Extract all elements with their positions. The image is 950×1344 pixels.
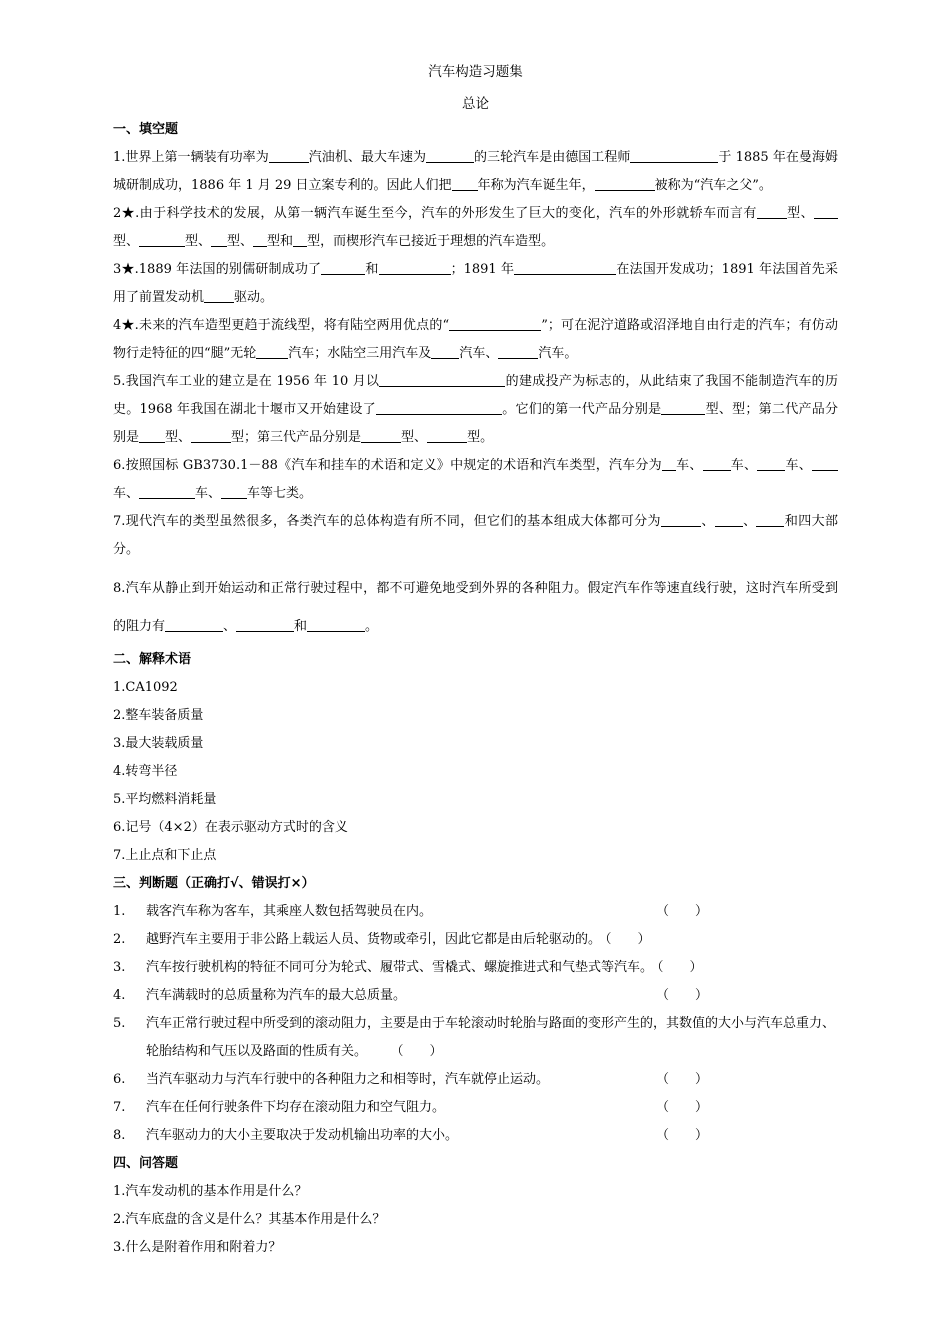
- chapter-title: 总论: [462, 96, 489, 112]
- blank[interactable]: [293, 232, 307, 247]
- fill-question-1: 1.世界上第一辆装有功率为 汽油机、最大车速为 的三轮汽车是由德国工程师 于 1885 年在曼海姆城研制成功，1886 年 1 月 29 日立案专利的。因此人们把 年称为汽车诞生年， 被称为“汽车之父”。: [113, 150, 838, 193]
- blank[interactable]: [269, 148, 309, 163]
- list-item: 3. 汽车按行驶机构的特征不同可分为轮式、履带式、雪橇式、螺旋推进式和气垫式等汽车。 （ ）: [113, 960, 703, 975]
- blank[interactable]: [431, 344, 459, 359]
- section-heading-terms: 二、解释术语: [113, 652, 192, 667]
- blank[interactable]: [139, 232, 185, 247]
- section-heading-judge: 三、判断题（正确打√、错误打×）: [113, 876, 315, 891]
- answer-paren[interactable]: （ ）: [656, 1128, 709, 1143]
- document-page: [113, 62, 838, 1262]
- blank[interactable]: [452, 176, 478, 191]
- list-item: 8. 汽车驱动力的大小主要取决于发动机输出功率的大小。 （ ）: [113, 1122, 838, 1150]
- blank[interactable]: [139, 428, 165, 443]
- answer-paren[interactable]: （ ）: [656, 904, 709, 919]
- section-heading-qa: 四、问答题: [113, 1156, 179, 1171]
- answer-paren[interactable]: （ ）: [605, 932, 651, 947]
- blank[interactable]: [757, 456, 785, 471]
- fill-question-6: 6.按照国标 GB3730.1－88《汽车和挂车的术语和定义》中规定的术语和汽车类型，汽车分为 车、 车、 车、车、 车、 车等七类。: [113, 452, 838, 508]
- blank[interactable]: [514, 260, 616, 275]
- list-item: 5.平均燃料消耗量: [113, 792, 217, 807]
- list-item: 4. 汽车满载时的总质量称为汽车的最大总质量。 （ ）: [113, 982, 838, 1010]
- blank[interactable]: [426, 148, 474, 163]
- blank[interactable]: [812, 456, 838, 471]
- blank[interactable]: [361, 428, 401, 443]
- blank[interactable]: [376, 400, 502, 415]
- fill-question-3: 3★.1889 年法国的别儒研制成功了 和 ；1891 年 在法国开发成功；1891 年法国首先采用了前置发动机 驱动。: [113, 262, 838, 305]
- blank[interactable]: [661, 512, 701, 527]
- list-item: 4.转弯半径: [113, 764, 178, 779]
- list-item: 3.最大装载质量: [113, 736, 204, 751]
- list-item: 6.记号（4×2）在表示驱动方式时的含义: [113, 820, 348, 835]
- blank[interactable]: [661, 400, 705, 415]
- answer-paren[interactable]: （ ）: [656, 1072, 709, 1087]
- blank[interactable]: [204, 288, 234, 303]
- blank[interactable]: [165, 617, 223, 632]
- blank[interactable]: [662, 456, 676, 471]
- list-item: 6. 当汽车驱动力与汽车行驶中的各种阻力之和相等时，汽车就停止运动。 （ ）: [113, 1066, 838, 1094]
- answer-paren[interactable]: （ ）: [657, 960, 703, 975]
- blank[interactable]: [221, 484, 247, 499]
- section-heading-fill: 一、填空题: [113, 122, 179, 137]
- terms-list: [113, 674, 838, 870]
- list-item: 7.上止点和下止点: [113, 848, 217, 863]
- answer-paren[interactable]: （ ）: [397, 1044, 443, 1059]
- blank[interactable]: [757, 204, 787, 219]
- list-item: 2. 越野汽车主要用于非公路上载运人员、货物或牵引，因此它都是由后轮驱动的。 （ ）: [113, 932, 651, 947]
- blank[interactable]: [256, 344, 288, 359]
- blank[interactable]: [307, 617, 365, 632]
- blank[interactable]: [253, 232, 267, 247]
- fill-question-5: 5.我国汽车工业的建立是在 1956 年 10 月以 的建成投产为标志的，从此结束了我国不能制造汽车的历史。1968 年我国在湖北十堰市又开始建设了 。它们的第一代产品分别是 型、型；第二代产品分别是 型、 型；第三代产品分别是 型、 型。: [113, 374, 838, 445]
- blank[interactable]: [703, 456, 731, 471]
- blank[interactable]: [191, 428, 231, 443]
- blank[interactable]: [379, 372, 505, 387]
- blank[interactable]: [211, 232, 227, 247]
- list-item: 7. 汽车在任何行驶条件下均存在滚动阻力和空气阻力。 （ ）: [113, 1094, 838, 1122]
- list-item: 1. 载客汽车称为客车，其乘座人数包括驾驶员在内。 （ ）: [113, 898, 838, 926]
- judge-list: [113, 898, 838, 1150]
- blank[interactable]: [379, 260, 451, 275]
- blank[interactable]: [630, 148, 718, 163]
- document-title: 汽车构造习题集: [428, 64, 523, 80]
- blank[interactable]: [427, 428, 467, 443]
- blank[interactable]: [715, 512, 743, 527]
- blank[interactable]: [756, 512, 784, 527]
- blank[interactable]: [595, 176, 655, 191]
- fill-question-2: 2★.由于科学技术的发展，从第一辆汽车诞生至今，汽车的外形发生了巨大的变化，汽车的外形就轿车而言有 型、型、 型、 型、 型和 型，而楔形汽车已接近于理想的汽车造型。: [113, 200, 838, 256]
- list-item: 5. 汽车正常行驶过程中所受到的滚动阻力，主要是由于车轮滚动时轮胎与路面的变形产生的，其数值的大小与汽车总重力、轮胎结构和气压以及路面的性质有关。 （ ）: [113, 1016, 836, 1059]
- blank[interactable]: [498, 344, 538, 359]
- blank[interactable]: [449, 316, 541, 331]
- answer-paren[interactable]: （ ）: [656, 988, 709, 1003]
- answer-paren[interactable]: （ ）: [656, 1100, 709, 1115]
- list-item: 2.整车装备质量: [113, 708, 204, 723]
- blank[interactable]: [236, 617, 294, 632]
- blank[interactable]: [321, 260, 365, 275]
- qa-list: [113, 1178, 838, 1262]
- list-item: 1.CA1092: [113, 680, 178, 695]
- list-item: 3.什么是附着作用和附着力？: [113, 1240, 282, 1255]
- blank[interactable]: [139, 484, 195, 499]
- fill-question-7: 7.现代汽车的类型虽然很多，各类汽车的总体构造有所不同，但它们的基本组成大体都可分为 、 、 和四大部分。: [113, 514, 838, 557]
- fill-question-4: 4★.未来的汽车造型更趋于流线型，将有陆空两用优点的“ ”；可在泥泞道路或沼泽地自由行走的汽车；有仿动物行走特征的四“腿”无轮 汽车；水陆空三用汽车及 汽车、 汽车。: [113, 318, 838, 361]
- blank[interactable]: [814, 204, 838, 219]
- list-item: 1.汽车发动机的基本作用是什么？: [113, 1184, 308, 1199]
- fill-question-8: 8.汽车从静止到开始运动和正常行驶过程中，都不可避免地受到外界的各种阻力。假定汽车作等速直线行驶，这时汽车所受到的阻力有 、 和 。: [113, 581, 838, 634]
- list-item: 2.汽车底盘的含义是什么？其基本作用是什么？: [113, 1212, 386, 1227]
